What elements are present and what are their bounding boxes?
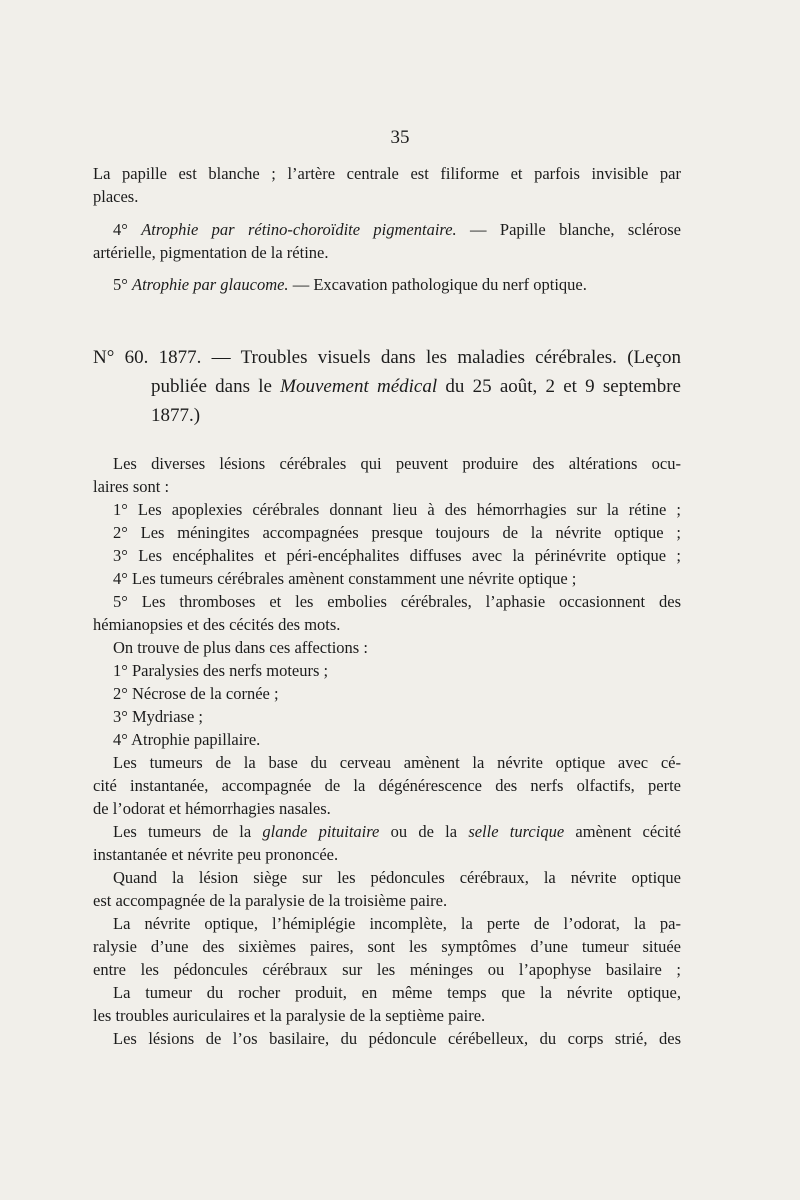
text-line: entre les pédoncules cérébraux sur les méninges ou l’apophyse basilaire ; bbox=[93, 960, 681, 979]
text-segment: amènent cécité bbox=[564, 822, 681, 841]
italic-term: glande pituitaire bbox=[262, 822, 380, 841]
item-atrophie-glaucome bbox=[93, 273, 681, 296]
page-number: 35 bbox=[390, 127, 410, 148]
text-line: artérielle, pigmentation de la rétine. bbox=[93, 243, 329, 262]
text-line: places. bbox=[93, 187, 139, 206]
text-line: les troubles auriculaires et la paralysie de la septième paire. bbox=[93, 1006, 486, 1025]
text-line: est accompagnée de la paralysie de la troisième paire. bbox=[93, 891, 448, 910]
text-line: Les tumeurs de la base du cerveau amènent la névrite optique avec cé- bbox=[113, 753, 681, 772]
text-line: 1° Paralysies des nerfs moteurs ; bbox=[113, 661, 329, 680]
item-number: 5° bbox=[113, 275, 132, 294]
entry-title-line: 1877.) bbox=[151, 405, 201, 426]
text-line: 4° Les tumeurs cérébrales amènent constamment une névrite optique ; bbox=[113, 569, 577, 588]
item-atrophie-retino bbox=[93, 218, 681, 264]
text-line: 2° Les méningites accompagnées presque toujours de la névrite optique ; bbox=[113, 523, 681, 542]
text-line: laires sont : bbox=[93, 477, 170, 496]
text-line: Les lésions de l’os basilaire, du pédoncule cérébelleux, du corps strié, des bbox=[113, 1029, 681, 1048]
text-line: cité instantanée, accompagnée de la dégénérescence des nerfs olfactifs, perte bbox=[93, 776, 681, 795]
text-line: de l’odorat et hémorrhagies nasales. bbox=[93, 799, 331, 818]
paragraph-papille bbox=[93, 162, 681, 208]
text-line bbox=[93, 218, 681, 241]
text-line: Les diverses lésions cérébrales qui peuvent produire des altérations ocu- bbox=[113, 454, 681, 473]
text-line: 4° Atrophie papillaire. bbox=[113, 730, 261, 749]
text-line: La papille est blanche ; l’artère centrale est filiforme et parfois invisible par bbox=[93, 164, 681, 183]
text-line bbox=[93, 820, 681, 843]
text-line: 2° Nécrose de la cornée ; bbox=[113, 684, 279, 703]
text-line: ralysie d’une des sixièmes paires, sont les symptômes d’une tumeur située bbox=[93, 937, 681, 956]
text-segment: publiée dans le bbox=[151, 376, 281, 397]
text-segment: du 25 août, 2 et 9 septembre bbox=[437, 376, 681, 397]
text-line: La tumeur du rocher produit, en même temps que la névrite optique, bbox=[113, 983, 681, 1002]
item-title: Atrophie par rétino-choroïdite pigmentaire. bbox=[141, 220, 457, 239]
body-text bbox=[93, 452, 681, 1050]
text-line: instantanée et névrite peu prononcée. bbox=[93, 845, 339, 864]
text-line: 1° Les apoplexies cérébrales donnant lieu à des hémorrhagies sur la rétine ; bbox=[113, 500, 681, 519]
journal-name: Mouvement médical bbox=[280, 376, 438, 397]
entry-title-line: N° 60. 1877. — Troubles visuels dans les maladies cérébrales. (Leçon bbox=[93, 347, 681, 368]
text-segment: Les tumeurs de la bbox=[113, 822, 263, 841]
text-line: hémianopsies et des cécités des mots. bbox=[93, 615, 341, 634]
item-number: 4° bbox=[113, 220, 142, 239]
text-line: Quand la lésion siège sur les pédoncules cérébraux, la névrite optique bbox=[113, 868, 681, 887]
text-line: 3° Mydriase ; bbox=[113, 707, 204, 726]
text-line bbox=[93, 273, 681, 296]
italic-term: selle turcique bbox=[468, 822, 565, 841]
item-title: Atrophie par glaucome. bbox=[131, 275, 289, 294]
text-segment: ou de la bbox=[379, 822, 469, 841]
item-text: — Excavation pathologique du nerf optique. bbox=[288, 275, 587, 294]
text-line: 5° Les thromboses et les embolies cérébrales, l’aphasie occasionnent des bbox=[113, 592, 681, 611]
entry-title-line bbox=[93, 372, 681, 401]
text-line: 3° Les encéphalites et péri-encéphalites diffuses avec la périnévrite optique ; bbox=[113, 546, 681, 565]
text-line: La névrite optique, l’hémiplégie incomplète, la perte de l’odorat, la pa- bbox=[113, 914, 681, 933]
text-line: On trouve de plus dans ces affections : bbox=[113, 638, 368, 657]
item-text: — Papille blanche, sclérose bbox=[456, 220, 681, 239]
bibliography-entry bbox=[93, 343, 681, 430]
